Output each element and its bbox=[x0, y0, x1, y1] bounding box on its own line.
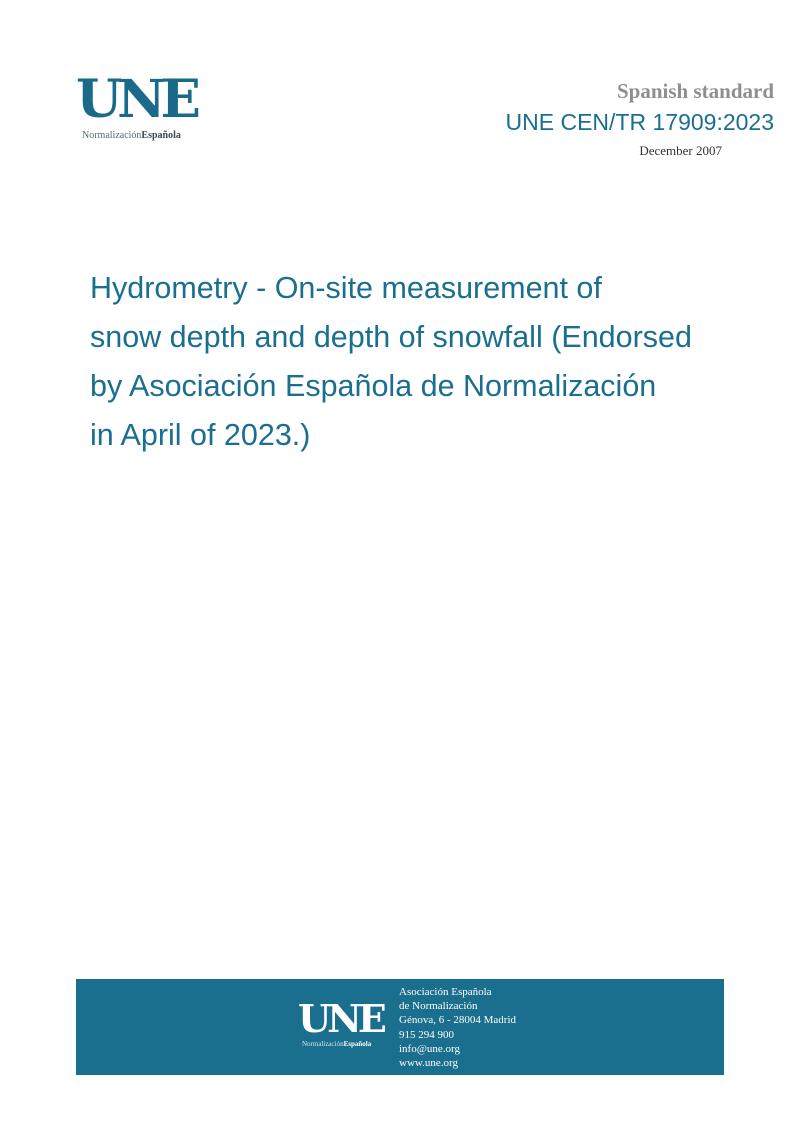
footer-banner bbox=[76, 979, 724, 1075]
footer-email[interactable]: info@une.org bbox=[399, 1042, 460, 1055]
footer-une-logo bbox=[298, 996, 388, 1059]
document-title bbox=[90, 264, 770, 460]
footer-org-name-line-1: Asociación Española bbox=[399, 986, 492, 998]
footer-phone: 915 294 900 bbox=[399, 1028, 454, 1041]
footer-website[interactable]: www.une.org bbox=[399, 1057, 458, 1070]
title-line-2: snow depth and depth of snowfall (Endorsed bbox=[90, 320, 692, 354]
footer-une-logo-tagline bbox=[302, 1040, 371, 1048]
title-line-1: Hydrometry - On-site measurement of bbox=[90, 271, 602, 305]
une-logo-tagline-bold: Española bbox=[141, 130, 181, 141]
une-logo-tagline bbox=[82, 130, 181, 141]
footer-logo-tagline-regular: Normalización bbox=[302, 1040, 344, 1048]
une-logo-tagline-regular: Normalización bbox=[82, 130, 142, 141]
standard-header bbox=[506, 78, 774, 160]
standard-code: UNE CEN/TR 17909:2023 bbox=[505, 109, 774, 135]
une-logo bbox=[76, 69, 196, 144]
title-line-3: by Asociación Española de Normalización bbox=[90, 369, 657, 403]
footer-une-logo-mark: UNE bbox=[298, 996, 383, 1041]
footer-org-name-line-2: de Normalización bbox=[399, 1000, 478, 1013]
title-line-4: in April of 2023.) bbox=[90, 418, 311, 452]
standard-date: December 2007 bbox=[639, 143, 722, 158]
une-logo-mark: UNE bbox=[76, 69, 196, 130]
footer-logo-tagline-bold: Española bbox=[343, 1040, 372, 1048]
footer-address: Génova, 6 - 28004 Madrid bbox=[399, 1014, 517, 1027]
standard-kind: Spanish standard bbox=[617, 79, 774, 103]
footer-contact-info bbox=[399, 985, 516, 1070]
